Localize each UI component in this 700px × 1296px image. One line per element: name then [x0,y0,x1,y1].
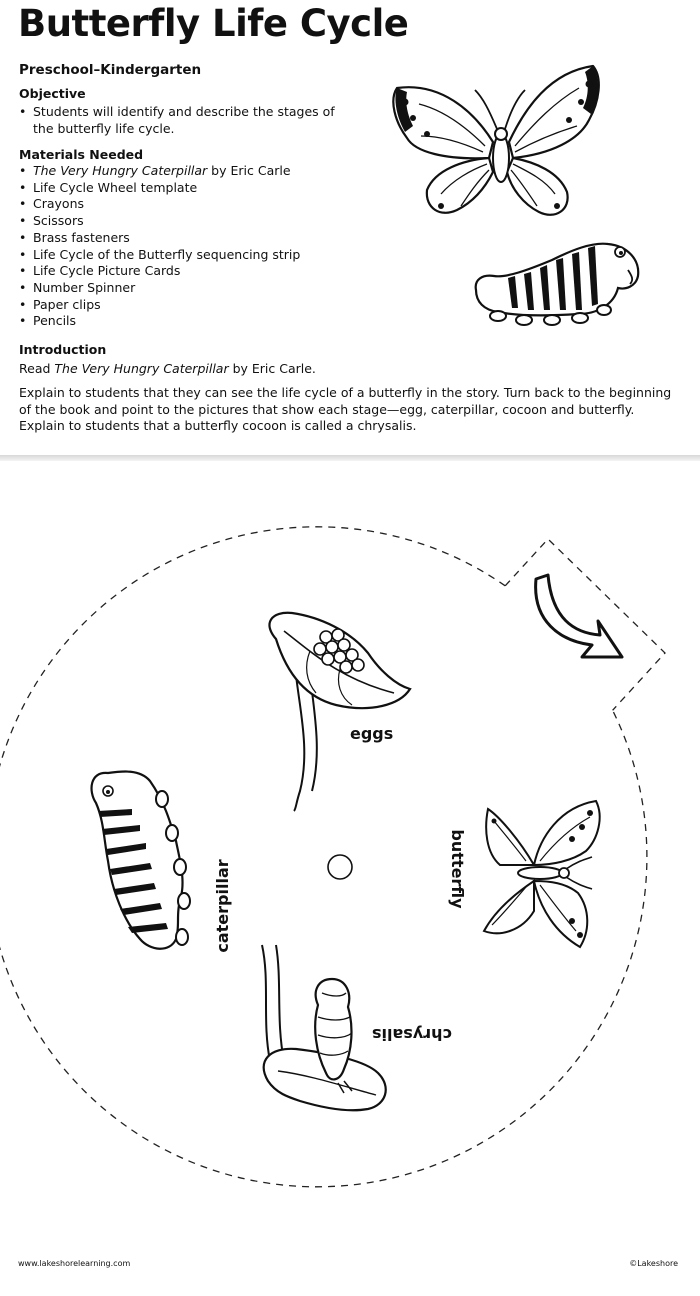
objective-heading: Objective [19,86,86,101]
life-cycle-wheel-page [0,461,700,1296]
rotate-arrow-icon [536,575,622,657]
list-item: • The Very Hungry Caterpillar by Eric Carle [19,163,359,180]
label-chrysalis: chrysalis [371,1025,453,1044]
list-item: • Life Cycle of the Butterfly sequencing strip [19,247,359,264]
list-item: • Life Cycle Wheel template [19,180,359,197]
list-item: • Paper clips [19,297,359,314]
page-title: Butterfly Life Cycle [18,2,409,45]
caterpillar-illustration [468,230,648,330]
label-caterpillar: caterpillar [213,859,232,953]
list-item: • Number Spinner [19,280,359,297]
list-item: • Crayons [19,196,359,213]
introduction-paragraph: Explain to students that they can see the life cycle of a butterfly in the story. Turn back to the beginning of the book and point to the pictures that show each stage—egg, caterpillar, cocoon and butterfly. Explain to students that a butterfly cocoon is called a chrysalis. [19,385,672,434]
list-item: • Students will identify and describe the stages of the butterfly life cycle. [19,104,349,137]
grade-level: Preschool–Kindergarten [19,62,202,78]
introduction-heading: Introduction [19,342,107,357]
butterfly-illustration [484,801,600,947]
footer-copyright: ©Lakeshore [629,1259,678,1268]
eggs-on-leaf-illustration [269,613,410,811]
list-item: • Life Cycle Picture Cards [19,263,359,280]
chrysalis-illustration [262,945,386,1110]
label-butterfly: butterfly [448,829,467,909]
list-item: • Scissors [19,213,359,230]
tab-cut-line [505,539,665,710]
label-eggs: eggs [350,724,394,743]
list-item: • Pencils [19,313,359,330]
read-instruction: Read The Very Hungry Caterpillar by Eric Carle. [19,361,316,376]
lesson-page [0,0,700,455]
life-cycle-wheel [0,461,700,1296]
materials-list [19,163,359,330]
butterfly-illustration [385,60,610,225]
materials-heading: Materials Needed [19,147,144,162]
book-title: The Very Hungry Caterpillar [33,163,208,178]
footer-website: www.lakeshorelearning.com [18,1259,131,1268]
center-hole [328,855,352,879]
objective-list [19,104,349,137]
caterpillar-illustration [92,771,190,948]
list-item: • Brass fasteners [19,230,359,247]
